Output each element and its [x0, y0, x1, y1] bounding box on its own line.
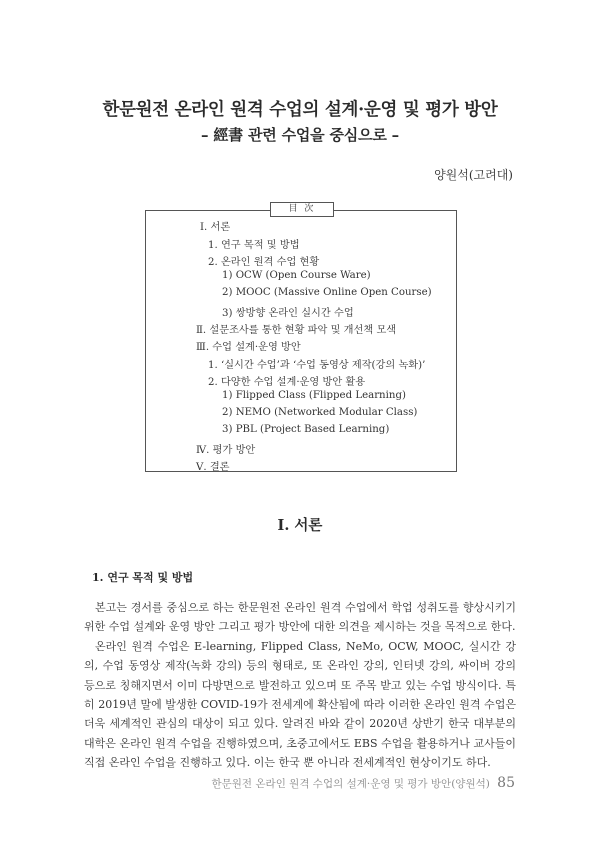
toc-item: 1. 연구 목적 및 방법	[208, 240, 300, 251]
running-title: 한문원전 온라인 원격 수업의 설계·운영 및 평가 방안(양원석)	[211, 778, 490, 790]
toc-item: Ⅲ. 수업 설계·운영 방안	[196, 342, 301, 353]
page-footer	[212, 775, 516, 791]
subsection-heading: 1. 연구 목적 및 방법	[92, 571, 194, 584]
toc-item: 1. ‘실시간 수업’과 ‘수업 동영상 제작(강의 녹화)’	[208, 360, 426, 371]
paragraph: 온라인 원격 수업은 E-learning, Flipped Class, NeMo, OCW, MOOC, 실시간 강의, 수업 동영상 제작(녹화 강의) 등의 형태로, 또 온라인 강의, 인터넷 강의, 싸이버 강의 등으로 칭해지면서 이미 다방면으로 발전하고 있으며 또 주목 받고 있는 수업 방식이다. 특히 2019년 말에 발생한 COVID-19가 전세계에 확산됨에 따라 이러한 온라인 원격 수업은 더욱 세계적인 관심의 대상이 되고 있다. 알려진 바와 같이 2020년 상반기 한국 대부분의 대학은 온라인 원격 수업을 진행하였으며, 초중고에서도 EBS 수업을 활용하거나 교사들이 직접 온라인 수업을 진행하고 있다. 이는 한국 뿐 아니라 전세계적인 현상이기도 하다.	[84, 639, 516, 770]
author-affiliation: 양원석(고려대)	[434, 168, 513, 182]
toc-item: 2) NEMO (Networked Modular Class)	[222, 407, 418, 418]
toc-item: 2. 온라인 원격 수업 현황	[208, 257, 320, 268]
toc-item: Ⅱ. 설문조사를 통한 현황 파악 및 개선책 모색	[196, 325, 397, 336]
toc-item: Ⅰ. 서론	[200, 222, 231, 233]
paper-title: 한문원전 온라인 원격 수업의 설계·운영 및 평가 방안	[102, 100, 498, 120]
section-heading: Ⅰ. 서론	[277, 517, 323, 534]
toc-item: 1) Flipped Class (Flipped Learning)	[222, 390, 406, 401]
toc-item: Ⅳ. 평가 방안	[196, 445, 256, 456]
toc-item: 2. 다양한 수업 설계·운영 방안 활용	[208, 377, 366, 388]
page-number: 85	[497, 775, 515, 791]
toc-item: 3) 쌍방향 온라인 실시간 수업	[222, 308, 354, 319]
body-text	[84, 598, 516, 773]
toc-item: 1) OCW (Open Course Ware)	[222, 270, 371, 281]
toc-label: 目 次	[270, 202, 334, 217]
paragraph: 본고는 경서를 중심으로 하는 한문원전 온라인 원격 수업에서 학업 성취도를 향상시키기 위한 수업 설계와 운영 방안 그리고 평가 방안에 대한 의견을 제시하는 것을 목적으로 한다.	[84, 601, 516, 634]
paper-subtitle: – 經書 관련 수업을 중심으로 –	[201, 126, 399, 144]
toc-item: 2) MOOC (Massive Online Open Course)	[222, 287, 432, 298]
toc-item: 3) PBL (Project Based Learning)	[222, 424, 390, 435]
toc-item: Ⅴ. 결론	[196, 462, 230, 473]
